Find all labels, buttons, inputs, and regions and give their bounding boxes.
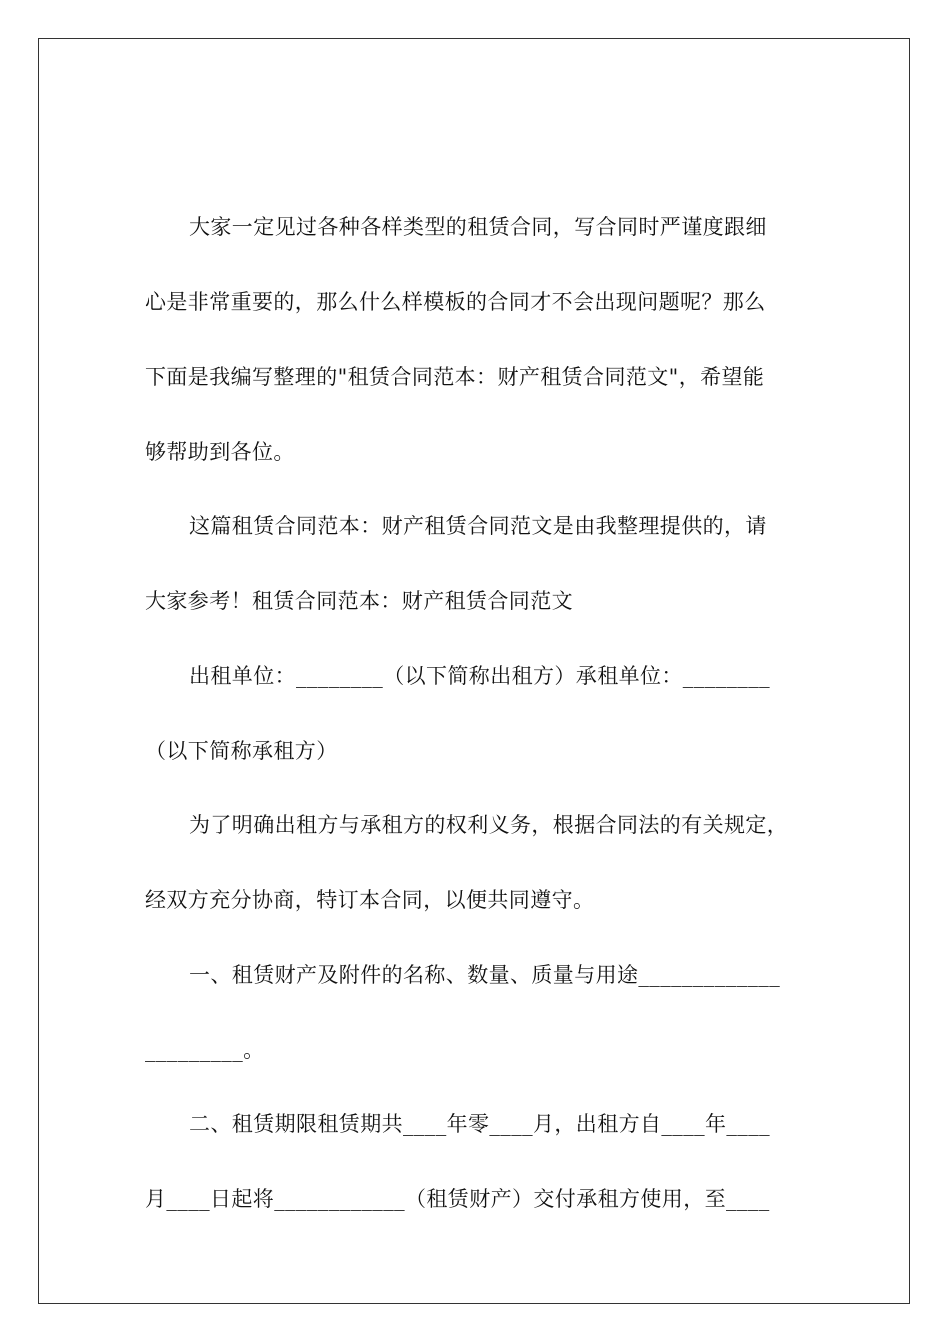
clause-1-line-1: 一、租赁财产及附件的名称、数量、质量与用途_____________ <box>189 963 781 987</box>
paragraph-source-line-1: 这篇租赁合同范本：财产租赁合同范文是由我整理提供的，请 <box>189 514 767 538</box>
clause-2-line-2: 月____日起将____________（租赁财产）交付承租方使用，至____ <box>145 1187 770 1211</box>
paragraph-intro-line-3: 下面是我编写整理的"租赁合同范本：财产租赁合同范文"，希望能 <box>145 365 765 389</box>
purpose-line-2: 经双方充分协商，特订本合同，以便共同遵守。 <box>145 888 595 912</box>
clause-2-line-1: 二、租赁期限租赁期共____年零____月，出租方自____年____ <box>189 1112 770 1136</box>
clause-1-line-2: _________。 <box>145 1038 265 1062</box>
purpose-line-1: 为了明确出租方与承租方的权利义务，根据合同法的有关规定， <box>189 813 789 837</box>
parties-line-2: （以下简称承租方） <box>145 739 338 763</box>
parties-line-1: 出租单位：________（以下简称出租方）承租单位：________ <box>189 664 770 688</box>
paragraph-source-line-2: 大家参考！租赁合同范本：财产租赁合同范文 <box>145 589 573 613</box>
paragraph-intro-line-2: 心是非常重要的，那么什么样模板的合同才不会出现问题呢？那么 <box>145 290 766 314</box>
paragraph-intro-line-1: 大家一定见过各种各样类型的租赁合同，写合同时严谨度跟细 <box>189 215 767 239</box>
paragraph-intro-line-4: 够帮助到各位。 <box>145 440 295 464</box>
